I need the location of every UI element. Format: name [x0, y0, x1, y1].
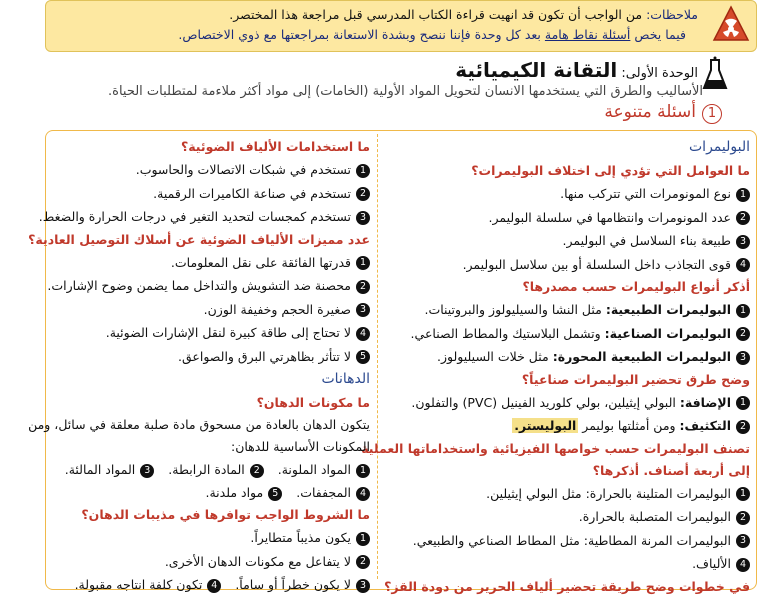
- item-text: صغيرة الحجم وخفيفة الوزن.: [203, 301, 351, 317]
- polymers-column: [361, 136, 750, 598]
- highlighted-term: البوليستر.: [514, 418, 577, 433]
- component-item: [65, 458, 155, 481]
- unit-prefix: الوحدة الأولى:: [621, 66, 698, 81]
- number-badge: 1: [356, 532, 370, 546]
- note-text-2a: فيما يخص: [634, 27, 686, 42]
- number-badge: 2: [356, 187, 370, 201]
- list-item: [390, 505, 750, 529]
- list-item: [390, 414, 750, 438]
- number-badge: 5: [356, 350, 370, 364]
- item-text: البوليمرات المتصلبة بالحرارة.: [578, 509, 731, 524]
- note-line-2: [178, 27, 686, 42]
- number-badge: 2: [736, 211, 750, 225]
- list-item: [390, 552, 750, 576]
- question: عدد مميزات الألياف الضوئية عن أسلاك التوصيل العادية؟: [28, 231, 370, 247]
- number-badge: 1: [356, 464, 370, 478]
- item-text: يكون مذيباً متطايراً.: [250, 530, 351, 545]
- list-item: [390, 229, 750, 253]
- item-text: لا تحتاج إلى طاقة كبيرة لنقل الإشارات الضوئية.: [105, 325, 351, 340]
- item-term: البوليمرات الطبيعية:: [605, 302, 731, 317]
- item-text: قوى التجاذب داخل السلسلة أو بين سلاسل البوليمر.: [462, 256, 731, 272]
- number-badge: 2: [356, 280, 370, 294]
- item-text: المادة الرابطة.: [168, 462, 245, 477]
- component-item: [296, 481, 370, 504]
- item-text: تستخدم في شبكات الاتصالات والحاسوب.: [135, 162, 351, 177]
- components-row: [20, 458, 370, 481]
- number-badge: 4: [356, 487, 370, 501]
- item-text: وتشمل البلاستيك والمطاط الصناعي.: [410, 325, 601, 341]
- list-item: [20, 298, 370, 322]
- item-text: ومن أمثلتها بوليمر: [582, 418, 676, 433]
- list-item: [390, 253, 750, 277]
- number-badge: 4: [736, 258, 750, 272]
- question-continued: إلى أربعة أصناف. أذكرها؟: [592, 462, 750, 478]
- list-item: [20, 251, 370, 275]
- number-badge: 4: [207, 579, 221, 593]
- paragraph: يتكون الدهان بالعادة من مسحوق مادة صلبة معلقة في سائل، ومن: [28, 417, 370, 432]
- number-badge: 2: [736, 327, 750, 341]
- list-item: [20, 550, 370, 574]
- number-badge: 4: [736, 558, 750, 572]
- unit-description: الأساليب والطرق التي يستخدمها الانسان لتحويل المواد الأولية (الخامات) إلى مواد أكثر ملاءمة لمتطلبات الحياة.: [108, 84, 703, 99]
- paints-heading: الدهانات: [321, 371, 370, 387]
- list-item: [390, 206, 750, 230]
- question: وضح طرق تحضير البوليمرات صناعياً؟: [521, 371, 750, 387]
- list-item: [390, 391, 750, 415]
- item-text: البوليمرات المتلينة بالحرارة: مثل البولي إيثيلين.: [486, 485, 731, 501]
- item-term: التكثيف:: [679, 418, 731, 433]
- number-badge: 2: [736, 511, 750, 525]
- item-term: البوليمرات الصناعية:: [604, 325, 731, 341]
- item-text: المواد الملونة.: [277, 462, 351, 477]
- flask-icon: [702, 56, 728, 92]
- hazard-icon: [712, 5, 750, 43]
- list-item: [20, 321, 370, 345]
- section-number: 1: [702, 104, 722, 124]
- list-item: [20, 182, 370, 206]
- item-text: الألياف.: [692, 556, 731, 571]
- polymers-heading: البوليمرات: [689, 139, 750, 155]
- question: تصنف البوليمرات حسب خواصها الفيزيائية واستخداماتها العملية: [361, 440, 750, 456]
- item-text: مواد ملدنة.: [205, 485, 264, 500]
- number-badge: 1: [736, 487, 750, 501]
- list-item: [390, 298, 750, 322]
- number-badge: 3: [356, 579, 370, 593]
- number-badge: 3: [736, 235, 750, 249]
- item-text: تكون كلفة انتاجه مقبولة.: [74, 577, 203, 592]
- note-text-1: من الواجب أن تكون قد انهيت قراءة الكتاب المدرسي قبل مراجعة هذا المختصر.: [229, 7, 643, 22]
- question: ما العوامل التي تؤدي إلى اختلاف البوليمرات؟: [471, 163, 750, 178]
- question: ما الشروط الواجب توافرها في مذيبات الدهان؟: [81, 507, 370, 522]
- item-text: المواد المالئة.: [64, 462, 136, 477]
- list-item: [390, 345, 750, 369]
- notes-box: [45, 0, 757, 52]
- unit-heading: [455, 58, 698, 82]
- number-badge: 3: [736, 351, 750, 365]
- item-text: نوع المونومرات التي تتركب منها.: [560, 186, 731, 201]
- item-text: مثل النشا والسيليولوز والبروتينات.: [424, 302, 602, 317]
- item-text: المجففات.: [296, 485, 351, 500]
- number-badge: 4: [356, 327, 370, 341]
- item-text: البولي إيثيلين، بولي كلوريد الفينيل (PVC) والتفلون.: [411, 394, 676, 410]
- list-item: [20, 205, 370, 229]
- number-badge: 2: [356, 555, 370, 569]
- question: ما استخدامات الألياف الضوئية؟: [180, 139, 370, 154]
- question: أذكر أنواع البوليمرات حسب مصدرها؟: [522, 279, 750, 294]
- item-text: البوليمرات المرنة المطاطية: مثل المطاط الصناعي والطبيعي.: [412, 532, 731, 548]
- unit-title: التقانة الكيميائية: [455, 58, 618, 82]
- item-text: عدد المونومرات وانتظامها في سلسلة البوليمر.: [488, 209, 731, 225]
- components-row: [20, 481, 370, 504]
- condition-item: [235, 573, 370, 596]
- item-term: الإضافة:: [679, 394, 731, 410]
- fibers-paints-column: [20, 136, 370, 596]
- number-badge: 1: [736, 396, 750, 410]
- list-item: [20, 158, 370, 182]
- number-badge: 1: [356, 256, 370, 270]
- component-item: [206, 481, 283, 504]
- list-item: [20, 526, 370, 550]
- list-item: [390, 322, 750, 346]
- number-badge: 1: [736, 304, 750, 318]
- component-item: [278, 458, 370, 481]
- item-term: البوليمرات الطبيعية المحورة:: [552, 349, 731, 364]
- item-text: طبيعة بناء السلاسل في البوليمر.: [562, 233, 731, 248]
- number-badge: 2: [736, 420, 750, 434]
- item-text: تستخدم في صناعة الكاميرات الرقمية.: [153, 185, 351, 201]
- number-badge: 3: [736, 534, 750, 548]
- number-badge: 3: [356, 211, 370, 225]
- section-label: أسئلة متنوعة: [604, 102, 696, 122]
- note-line-1: [229, 7, 698, 22]
- item-text: لا يتفاعل مع مكونات الدهان الأخرى.: [164, 553, 351, 569]
- section-title: [604, 102, 722, 124]
- component-item: [168, 458, 263, 481]
- item-text: تستخدم كمجسات لتحديد التغير في درجات الحرارة والضغط.: [38, 209, 351, 224]
- item-text: قدرتها الفائقة على نقل المعلومات.: [170, 254, 351, 270]
- list-item: [20, 345, 370, 369]
- number-badge: 5: [268, 487, 282, 501]
- condition-item: [75, 573, 222, 596]
- list-item: [390, 182, 750, 206]
- item-text: لا تتأثر بظاهرتي البرق والصواعق.: [178, 348, 351, 364]
- paragraph: المكونات الأساسية للدهان:: [230, 439, 370, 454]
- list-item: [20, 274, 370, 298]
- number-badge: 1: [736, 188, 750, 202]
- item-text: مثل خلات السيليولوز.: [437, 349, 549, 364]
- question: في خطوات وضح طريقة تحضير ألياف الحرير من دودة القز؟: [384, 578, 750, 594]
- note-text-2u: أسئلة نقاط هامة: [544, 27, 631, 42]
- number-badge: 3: [140, 464, 154, 478]
- list-item: [390, 482, 750, 506]
- conditions-row: [20, 573, 370, 596]
- note-label: ملاحظات:: [646, 7, 698, 22]
- number-badge: 2: [250, 464, 264, 478]
- list-item: [390, 529, 750, 553]
- column-divider: [377, 134, 379, 579]
- question: ما مكونات الدهان؟: [256, 395, 370, 410]
- number-badge: 3: [356, 303, 370, 317]
- item-text: لا يكون خطراً أو ساماً.: [235, 577, 351, 592]
- note-text-2b: بعد كل وحدة فإننا ننصح وبشدة الاستعانة بمراجعتها مع ذوي الاختصاص.: [178, 27, 541, 42]
- item-text: محصنة ضد التشويش والتداخل مما يضمن وضوح الإشارات.: [47, 278, 351, 293]
- number-badge: 1: [356, 164, 370, 178]
